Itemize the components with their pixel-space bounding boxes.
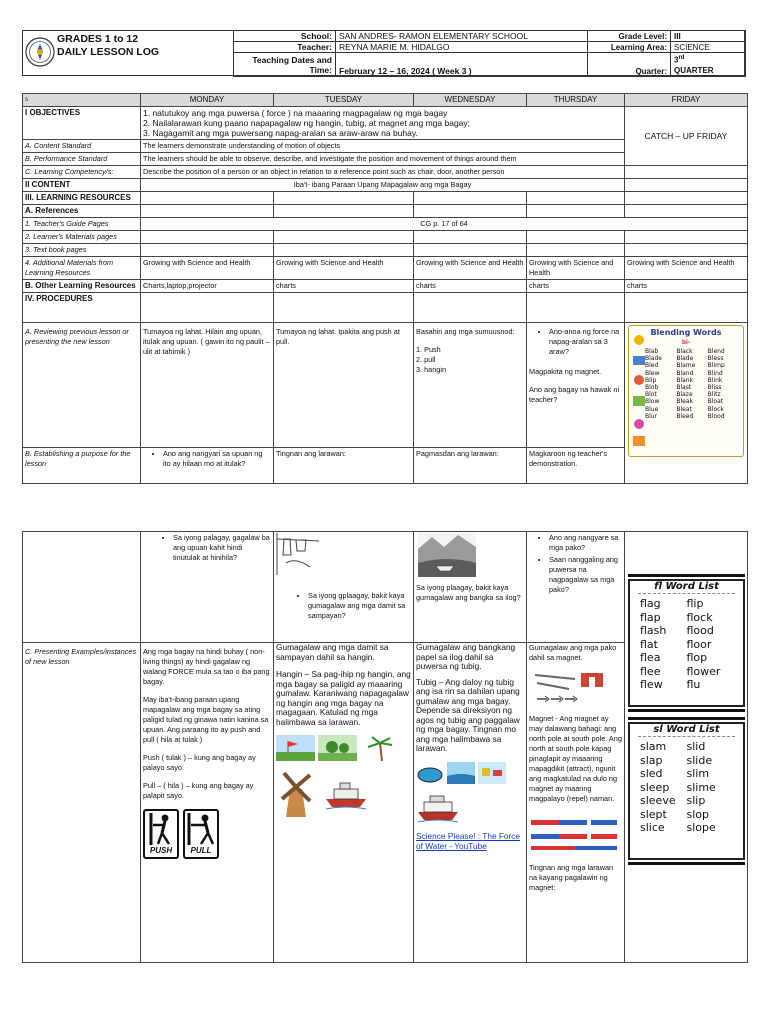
blending-word: Bliss [707, 384, 722, 392]
tg-pages-row [23, 218, 748, 231]
blending-word: Bless [707, 355, 724, 363]
blending-word: Bled [645, 362, 659, 370]
pull-card [183, 809, 219, 859]
am-thursday: Growing with Science and Health [527, 257, 625, 280]
empty-cell [527, 192, 625, 205]
wed-item-3: 3. hangin [416, 365, 447, 374]
procedure-b-monday [141, 448, 274, 484]
empty-cell [625, 179, 748, 192]
empty-cell [274, 231, 414, 244]
fl-word: flower [686, 664, 721, 678]
palm-tree-picture-icon [360, 735, 399, 761]
sailing-ship-picture-icon [324, 775, 368, 811]
blending-word: Bleat [676, 405, 692, 413]
day-monday: MONDAY [141, 94, 274, 107]
school-info-table [233, 30, 588, 77]
procedure-c-thursday [527, 643, 625, 963]
clothesline-picture-icon [276, 533, 320, 575]
tg-pages-label: 1. Teacher's Guide Pages [23, 218, 141, 231]
bar-magnets-picture-icon [529, 816, 619, 852]
procedure-a-monday: Tumayoa ng lahat. Hilain ang upuan, itulak ang upuan. ( gawin ito ng paulit – ulit at tahimik ) [141, 323, 274, 448]
procedure-c-tuesday [274, 643, 414, 963]
windy-trees-picture-icon [318, 735, 357, 761]
blending-word: Blob [645, 384, 659, 392]
fl-word-list-title: fl Word List [638, 581, 735, 594]
objective-2: 2. Nailalarawan kung paano napapagalaw ng hangin, tubig, at magnet ang mga bagay; [143, 118, 471, 128]
blending-word: Black [676, 348, 693, 355]
other-wednesday: charts [414, 280, 527, 293]
catch-up-friday: CATCH – UP FRIDAY [625, 107, 748, 166]
sl-word: slid [686, 740, 706, 753]
fl-word: flood [686, 624, 714, 637]
sl-word: slip [686, 794, 706, 807]
title-line-2: DAILY LESSON LOG [57, 46, 160, 58]
blending-word: Blip [645, 376, 657, 384]
procedure-a-wednesday [414, 323, 527, 448]
content-label: II CONTENT [23, 179, 141, 192]
area-label: Learning Area: [588, 42, 671, 53]
water-pictures-row [416, 762, 524, 784]
blending-word: Bleed [676, 412, 694, 420]
continued-friday [625, 532, 748, 963]
fl-word: flu [686, 678, 701, 691]
blending-word: Blast [676, 384, 692, 392]
competency-label: C. Learning Competency/s: [23, 166, 141, 179]
empty-cell [625, 293, 748, 323]
grade-label: Grade Level: [588, 31, 671, 42]
procedure-b-wednesday: Pagmasdan ang larawan: [414, 448, 527, 484]
blending-words-tag: bl- [682, 339, 690, 346]
wind-pictures-row [276, 735, 411, 761]
teacher-value: REYNA MARIE M. HIDALGO [336, 42, 588, 53]
c-wed-p2: Tubig – Ang daloy ng tubig ang isa rin sa dahilan upang gumalaw ang mga bagay. Depende sa direksiyon ng agos ng tubig ang paggalaw ng mga bagay. Tingnan mo ang mga halimbawa sa larawan. [416, 676, 520, 753]
empty-cell [625, 166, 748, 179]
sl-word: slop [686, 807, 709, 821]
mon-b-bullet-list [143, 449, 271, 469]
procedure-b-label: B. Establishing a purpose for the lesson [23, 448, 141, 484]
water-toys-picture-icon [478, 762, 506, 784]
blending-word: Blade [676, 355, 694, 363]
procedures-label: IV. PROCEDURES [23, 293, 141, 323]
content-text: Iba't- ibang Paraan Upang Mapagalaw ang mga Bagay [141, 179, 625, 192]
blending-word: Blind [707, 369, 723, 377]
thu-cont-bullet-2: • Saan nanggaling ang puwersa na nagpagalaw sa mga pako? [549, 555, 622, 595]
grade-value: III [671, 31, 746, 42]
blending-words-grid [643, 348, 741, 420]
empty-cell [527, 231, 625, 244]
corner-cell: s [23, 94, 141, 107]
blending-word: Bleak [676, 398, 693, 406]
blending-word: Bland [676, 369, 694, 377]
blending-words-poster [628, 325, 744, 457]
continued-monday [141, 532, 274, 643]
empty-cell [274, 205, 414, 218]
procedure-a-tuesday: Tumayoa ng lahat. Ipakita ang push at pull. [274, 323, 414, 448]
push-pull-pictures [143, 809, 271, 859]
push-figure-icon [145, 811, 177, 845]
fl-word: flat [640, 637, 658, 651]
fl-word: flee [640, 664, 661, 678]
procedure-b-thursday: Magkaroon ng teacher's demonstration. [527, 448, 625, 484]
resources-row [23, 192, 748, 205]
quarter-suffix: rd [678, 55, 685, 62]
procedure-a-row [23, 323, 748, 448]
empty-cell [625, 192, 748, 205]
competency-row [23, 166, 748, 179]
ferry-picture-icon [416, 790, 460, 826]
sl-word-grid [630, 737, 743, 838]
blending-word: Bloat [707, 398, 724, 406]
blending-word: Blew [645, 369, 660, 377]
grade-info-table [587, 30, 746, 77]
sl-word: slice [640, 821, 665, 834]
thu-bullet: • Ano-anoa ng force na napag-aralan sa 3 araw? [549, 327, 622, 357]
other-tuesday: charts [274, 280, 414, 293]
c-wed-link-wrap [416, 832, 524, 851]
wed-item-2: 2. pull [416, 355, 436, 364]
blending-word: Block [707, 405, 724, 413]
am-friday: Growing with Science and Health [625, 257, 748, 280]
tue-cont-list [276, 591, 411, 621]
empty-cell [274, 293, 414, 323]
thu-cont-list [529, 533, 622, 595]
c-mon-p4: Pull – ( hila ) – kung ang bagay ay palapit sayo. [143, 781, 254, 800]
sl-word: slim [686, 767, 710, 780]
day-tuesday: TUESDAY [274, 94, 414, 107]
c-mon-p3: Push ( tulak ) – kung ang bagay ay palayo sayo. [143, 753, 256, 772]
empty-cell [414, 205, 527, 218]
procedure-a-thursday [527, 323, 625, 448]
empty-cell [414, 244, 527, 257]
thu-bullet-list [529, 327, 622, 357]
fl-word: flag [640, 597, 661, 610]
wind-pictures-row-2 [276, 769, 411, 817]
push-label: PUSH [149, 846, 173, 855]
fl-word: floor [686, 637, 712, 651]
c-mon-p1: Ang mga bagay na hindi buhay ( non-living things) ay hindi gagalaw ng walang FORCE mula sa tao o iba pang bagay. [143, 647, 270, 686]
empty-cell [141, 244, 274, 257]
other-thursday: charts [527, 280, 625, 293]
quarter-value [671, 53, 746, 77]
other-monday: Charts,laptop,projector [141, 280, 274, 293]
school-value: SAN ANDRES- RAMON ELEMENTARY SCHOOL [336, 31, 588, 42]
references-row [23, 205, 748, 218]
procedure-c-wednesday [414, 643, 527, 963]
fl-word: flash [640, 624, 667, 637]
c-thu-p2: Magnet - Ang magnet ay may dalawang bahagi: ang north pole at south pole. Ang north at south pole kapag pinaglapit ay maaaring mapagdikit (attract), ngunit ang magkatulad na dulo ng magnet ay maaring magpalayo (repel) naman. [529, 714, 622, 803]
windmill-picture-icon [276, 769, 316, 817]
sl-word: slap [640, 753, 663, 767]
pull-label: PULL [190, 846, 212, 855]
procedure-c-monday [141, 643, 274, 963]
empty-cell [414, 293, 527, 323]
blending-word: Blitz [707, 391, 721, 399]
empty-cell [527, 293, 625, 323]
teacher-label: Teacher: [234, 42, 336, 53]
blending-word: Blab [645, 348, 659, 355]
dll-header [22, 30, 745, 76]
blending-word: Blame [676, 362, 696, 370]
windy-field-picture-icon [276, 735, 315, 761]
days-header-row [23, 94, 748, 107]
tue-cont-bullet: • Sa iyong gplaagay, bakit kaya gumagalaw ang mga damit sa sampayan? [308, 591, 411, 621]
fl-word: flew [640, 678, 663, 691]
sl-word: sleep [640, 780, 670, 794]
procedure-a-friday [625, 323, 748, 484]
empty-cell [23, 532, 141, 643]
textbook-pages-row [23, 244, 748, 257]
content-standard-text: The learners demonstrate understanding of motion of objects [141, 140, 625, 153]
blending-word: Blaze [676, 391, 693, 399]
textbook-pages-label: 3. Text book pages [23, 244, 141, 257]
blending-words-illustrations-icon [630, 332, 650, 452]
mon-cont-bullet: • Sa iyong palagay, gagalaw ba ang upuan kahit hindi tinutulak at hinihila? [173, 533, 271, 563]
continued-thursday [527, 532, 625, 643]
fl-word-grid [630, 594, 743, 695]
quarter-word: QUARTER [674, 65, 714, 75]
continued-tuesday [274, 532, 414, 643]
blending-word: Blood [707, 412, 725, 420]
procedure-a-label: A. Reviewing previous lesson or presenting the new lesson [23, 323, 141, 448]
c-thu-p1: Gumagalaw ang mga pako dahil sa magnet. [529, 643, 617, 662]
empty-cell [625, 231, 748, 244]
c-thu-p3: Tingnan ang mga larawan na kayang pagalawin ng magnet: [529, 863, 614, 892]
blending-words-title: Blending Words [650, 328, 722, 337]
water-dish-picture-icon [416, 762, 444, 784]
fl-word-list-poster [628, 574, 745, 712]
am-monday: Growing with Science and Health [141, 257, 274, 280]
day-wednesday: WEDNESDAY [414, 94, 527, 107]
blending-word: Blow [645, 398, 660, 406]
lm-pages-row [23, 231, 748, 244]
area-value: SCIENCE [671, 42, 746, 53]
fl-word: flip [686, 597, 704, 610]
c-mon-p2: May iba't-ibang paraan upang mapagalaw ang mga bagay sa ating paligid tulad ng ginawa natin kanina sa upuan. Ang paraang ito ay push and pull ( hila at tulak ) [143, 695, 269, 744]
fl-word: flop [686, 651, 708, 664]
other-friday: charts [625, 280, 748, 293]
am-wednesday: Growing with Science and Health [414, 257, 527, 280]
blending-word: Blade [645, 355, 662, 363]
sl-word-list-poster [628, 717, 745, 865]
dates-label: Teaching Dates and Time: [234, 53, 336, 77]
day-thursday: THURSDAY [527, 94, 625, 107]
blending-word: Blank [676, 376, 694, 384]
objective-3: 3. Nagagamit ang mga puwersang napag-aralan sa araw-araw na buhay. [143, 128, 418, 138]
blending-col-3 [708, 348, 739, 420]
sl-word: slept [640, 807, 667, 821]
empty-cell [141, 293, 274, 323]
sl-word: sled [640, 767, 663, 780]
other-resources-row [23, 280, 748, 293]
objectives-row [23, 107, 748, 140]
additional-materials-row [23, 257, 748, 280]
tg-pages-value: CG p. 17 of 64 [141, 218, 748, 231]
deped-seal-icon [24, 32, 56, 74]
lesson-log-table-page-1 [22, 93, 748, 484]
force-of-water-video-link[interactable]: Science Please! : The Force of Water - YouTube [416, 831, 521, 851]
lesson-log-table-page-2 [22, 531, 748, 963]
continued-wednesday [414, 532, 527, 643]
content-standard-label: A. Content Standard [23, 140, 141, 153]
pull-figure-icon [185, 811, 217, 845]
thu-cont-bullet-1: • Ano ang nangyare sa mga pako? [549, 533, 622, 553]
empty-cell [274, 244, 414, 257]
wed-cont-text: Sa iyong plaagay, bakit kaya gumagalaw ang bangka sa ilog? [416, 583, 521, 602]
blending-col-2 [676, 348, 707, 420]
quarter-label: Quarter: [588, 53, 671, 77]
empty-cell [625, 244, 748, 257]
empty-cell [414, 231, 527, 244]
mon-b-bullet: • Ano ang nangyari sa upuan ng ito ay hilaan mo at itulak? [163, 449, 271, 469]
objective-1: 1. natutukoy ang mga puwersa ( force ) na maaaring magpagalaw ng mga bagay [143, 108, 448, 118]
title-line-1: GRADES 1 to 12 [57, 33, 139, 45]
mon-cont-list [143, 533, 271, 563]
competency-text: Describe the position of a person or an object in relation to a reference point such as chair, door, another person [141, 166, 625, 179]
school-label: School: [234, 31, 336, 42]
dates-value: February 12 – 16, 2024 ( Week 3 ) [336, 53, 588, 77]
performance-standard-label: B. Performance Standard [23, 153, 141, 166]
performance-standard-text: The learners should be able to observe, describe, and investigate the position and movement of things around them [141, 153, 625, 166]
sl-word: slime [686, 780, 716, 794]
water-scene-picture-icon [447, 762, 475, 784]
sl-word: slam [640, 740, 667, 753]
sl-word: slide [686, 753, 713, 767]
blending-word: Blink [707, 376, 723, 384]
empty-cell [527, 244, 625, 257]
dll-title [57, 33, 233, 59]
empty-cell [141, 205, 274, 218]
procedures-row [23, 293, 748, 323]
blending-word: Blimp [707, 362, 725, 370]
quarter-number: 3 [674, 55, 679, 65]
sl-word-list-title: sl Word List [638, 724, 735, 737]
lm-pages-label: 2. Learner's Materials pages [23, 231, 141, 244]
fl-word: flea [640, 651, 661, 664]
empty-cell [141, 231, 274, 244]
fl-word: flap [640, 610, 661, 624]
wed-intro: Basahin ang mga sumuusnod: [416, 327, 515, 336]
empty-cell [274, 192, 414, 205]
sl-word: sleeve [640, 794, 676, 807]
continued-row [23, 532, 748, 643]
am-tuesday: Growing with Science and Health [274, 257, 414, 280]
blending-word: Blur [645, 412, 658, 420]
other-resources-label: B. Other Learning Resources [23, 280, 141, 293]
c-wed-p1: Gumagalaw ang bangkang papel sa ilog dahil sa puwersa ng tubig. [416, 642, 516, 671]
sl-word: slope [686, 821, 716, 834]
procedure-c-label: C. Presenting Examples/instances of new lesson [23, 643, 141, 963]
thu-paragraph-3: Ano ang bagay na hawak ni teacher? [529, 385, 620, 404]
c-tue-p1: Gumagalaw ang mga damit sa sampayan dahil sa hangin. [276, 642, 389, 662]
c-tue-p2: Hangin – Sa pag-ihip ng hangin, ang mga bagay sa paligid ay maaaring gumalaw. Karaniwang napagagalaw ng hangin ang mga bagay na magagaan. Katulad ng mga halimbawa sa larawan. [276, 669, 411, 727]
empty-cell [414, 192, 527, 205]
empty-cell [625, 205, 748, 218]
blending-word: Blue [645, 405, 659, 413]
thu-paragraph-2: Magpakita ng magnet. [529, 367, 602, 376]
fl-word: flock [686, 610, 713, 624]
references-label: A. References [23, 205, 141, 218]
magnet-nails-picture-icon [529, 667, 619, 707]
wed-item-1: 1. Push [416, 345, 441, 354]
day-friday: FRIDAY [625, 94, 748, 107]
content-row [23, 179, 748, 192]
objectives-list [141, 107, 625, 140]
blending-word: Blot [645, 391, 657, 399]
resources-label: III. LEARNING RESOURCES [23, 192, 141, 205]
additional-materials-label: 4. Additional Materials from Learning Resources [23, 257, 141, 280]
procedure-b-tuesday: Tingnan ang larawan: [274, 448, 414, 484]
empty-cell [141, 192, 274, 205]
blending-word: Blend [707, 348, 725, 355]
objectives-label: I OBJECTIVES [23, 107, 141, 140]
river-boat-picture-icon [418, 533, 476, 577]
sl-word-list [628, 722, 745, 860]
push-card [143, 809, 179, 859]
empty-cell [527, 205, 625, 218]
fl-word-list [628, 579, 745, 707]
